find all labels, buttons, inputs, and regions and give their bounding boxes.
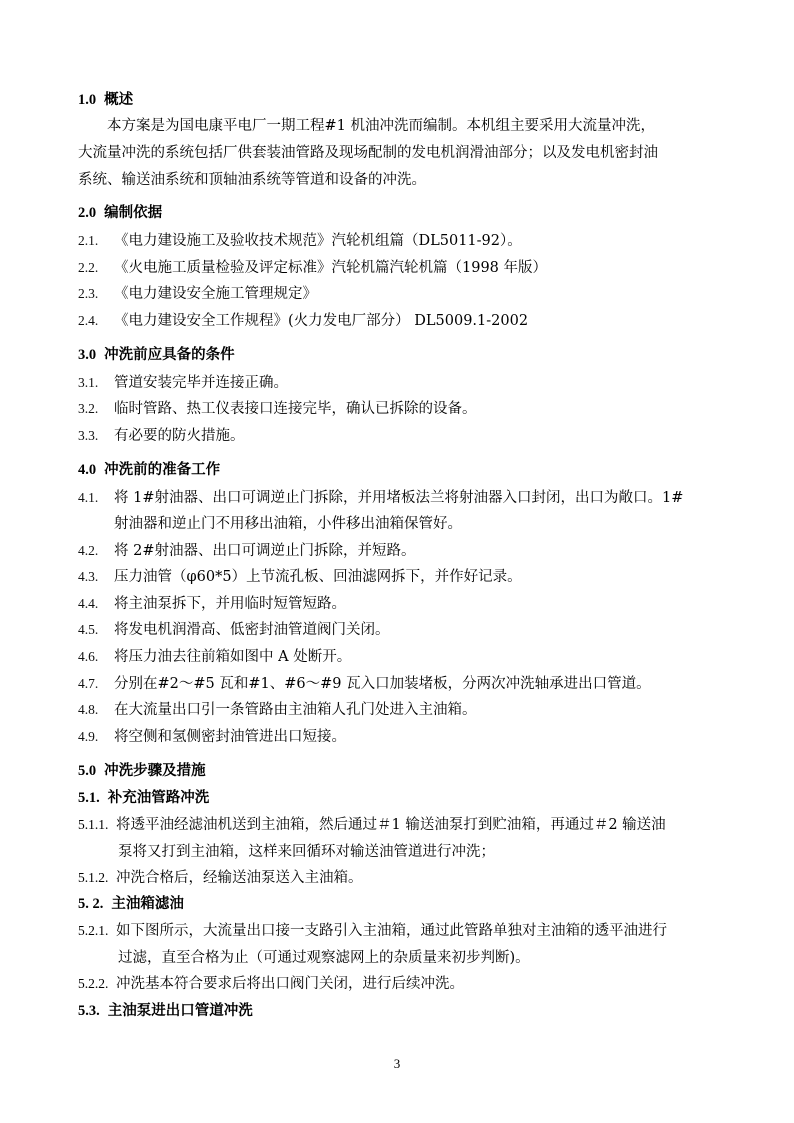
subsection-heading-5-3: 5.3. 主油泵进出口管道冲洗	[78, 1002, 253, 1019]
list-item-continuation: 射油器和逆止门不用移出油箱，小件移出油箱保管好。	[114, 516, 462, 532]
subsection-heading-5-2: 5. 2. 主油箱滤油	[78, 895, 184, 912]
list-item-continuation: 泵将又打到主油箱，这样来回循环对输送油管道进行冲洗；	[118, 844, 495, 860]
list-item-continuation: 过滤，直至合格为止（可通过观察滤网上的杂质量来初步判断)。	[118, 950, 530, 966]
subsection-heading-5-1: 5.1. 补充油管路冲洗	[78, 789, 210, 806]
section-heading-5: 5.0 冲洗步骤及措施	[78, 762, 206, 779]
document-page: 1.0 概述 本方案是为国电康平电厂一期工程#1 机油冲洗而编制。本机组主要采用大流量冲洗， 大流量冲洗的系统包括厂供套装油管路及现场配制的发电机润滑油部分；以及发电机密封油 系统、输送油系统和顶轴油系统等管道和设备的冲洗。 2.0 编制依据 2.1. 《电力建设施工及验收技术规范》汽轮机组篇（DL5011-92）。 2.2. 《火电施工质量检验及评定标准》汽轮机篇汽轮机篇（1998 年版） 2.3. 《电力建设安全施工管理规定》 2.4. 《电力建设安全工作规程》(火力发电厂部分） DL5009.1-2002 3.0 冲洗前应具备的条件 3.1. 管道安装完毕并连接正确。 3.2. 临时管路、热工仪表接口连接完毕，确认已拆除的设备。 3.3. 有必要的防火措施。 4.0 冲洗前的准备工作 4.1. 将 1#射油器、出口可调逆止门拆除，并用堵板法兰将射油器入口封闭，出口为敞口。1# 射油器和逆止门不用移出油箱，小件移出油箱保管好。 4.2. 将 2#射油器、出口可调逆止门拆除，并短路。 4.3. 压力油管（φ60*5）上节流孔板、回油滤网拆下，并作好记录。 4.4. 将主油泵拆下，并用临时短管短路。 4.5. 将发电机润滑高、低密封油管道阀门关闭。 4.6. 将压力油去往前箱如图中 A 处断开。 4.7. 分别在#2～#5 瓦和#1、#6～#9 瓦入口加装堵板，分两次冲洗轴承进出口管道。 4.8. 在大流量出口引一条管路由主油箱人孔门处进入主油箱。 4.9. 将空侧和氢侧密封油管进出口短接。 5.0 冲洗步骤及措施 5.1. 补充油管路冲洗 5.1.1. 将透平油经滤油机送到主油箱，然后通过＃1 输送油泵打到贮油箱，再通过＃2 输送油 泵将又打到主油箱，这样来回循环对输送油管道进行冲洗； 5.1.2. 冲洗合格后，经输送油泵送入主油箱。 5. 2. 主油箱滤油 5.2.1. 如下图所示，大流量出口接一支路引入主油箱，通过此管路单独对主油箱的透平油进行 过滤，直至合格为止（可通过观察滤网上的杂质量来初步判断)。 5.2.2. 冲洗基本符合要求后将出口阀门关闭，进行后续冲洗。 5.3. 主油泵进出口管道冲洗 3	[0, 0, 794, 1123]
section-heading-4: 4.0 冲洗前的准备工作	[78, 461, 221, 478]
s1-para-line-3: 系统、输送油系统和顶轴油系统等管道和设备的冲洗。	[78, 172, 426, 188]
s1-para-line-2: 大流量冲洗的系统包括厂供套装油管路及现场配制的发电机润滑油部分；以及发电机密封油	[78, 145, 658, 161]
s1-para-line-1: 本方案是为国电康平电厂一期工程#1 机油冲洗而编制。本机组主要采用大流量冲洗，	[107, 118, 655, 134]
section-heading-2: 2.0 编制依据	[78, 204, 163, 221]
section-heading-3: 3.0 冲洗前应具备的条件	[78, 346, 235, 363]
section-heading-1: 1.0 概述	[78, 91, 134, 108]
page-number: 3	[393, 1056, 401, 1071]
